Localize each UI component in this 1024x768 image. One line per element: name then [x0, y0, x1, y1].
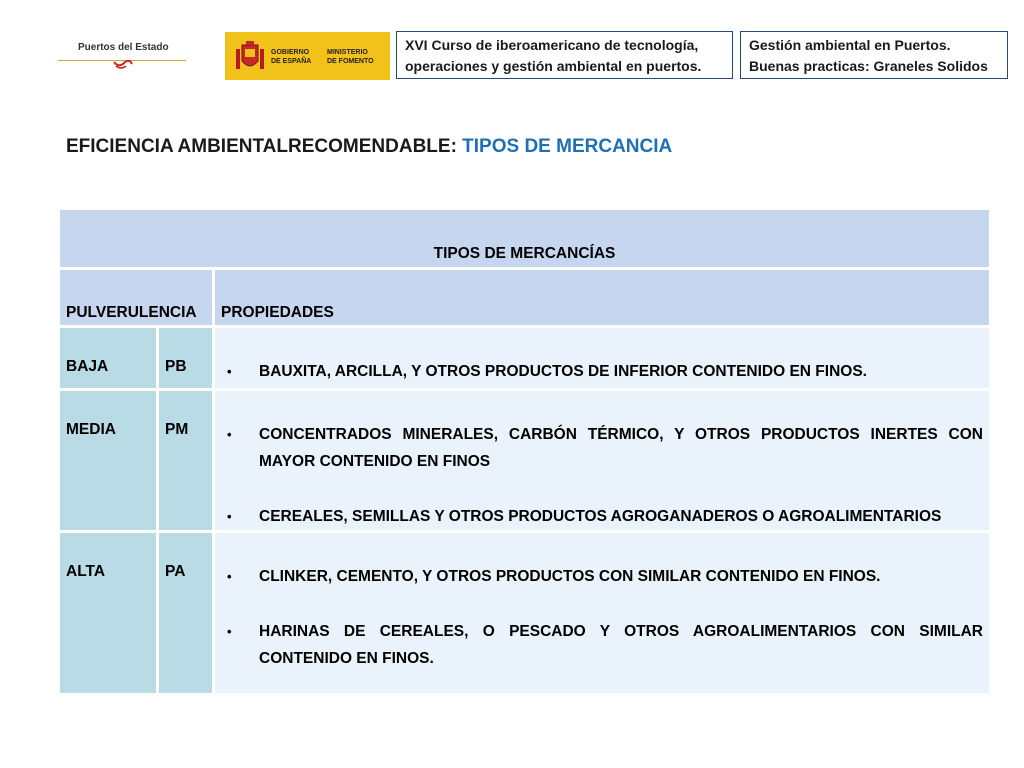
table-row — [60, 533, 989, 693]
code-cell: PB — [159, 328, 212, 388]
coat-of-arms-icon — [233, 39, 267, 73]
level-cell: MEDIA — [60, 391, 156, 530]
table-header: TIPOS DE MERCANCÍAS — [60, 210, 989, 267]
bullet-icon: • — [227, 509, 232, 524]
table-row — [60, 391, 989, 530]
course-title-line2: operaciones y gestión ambiental en puertos. — [405, 58, 702, 74]
gov-logo-text-right: MINISTERIO DE FOMENTO — [327, 49, 374, 65]
list-item: • CONCENTRADOS MINERALES, CARBÓN TÉRMICO, Y OTROS PRODUCTOS INERTES CON MAYOR CONTENIDO EN FINOS — [221, 421, 983, 475]
topic-title-line1: Gestión ambiental en Puertos. — [749, 37, 951, 53]
code-cell: PM — [159, 391, 212, 530]
table-row — [60, 328, 989, 388]
column-header-propiedades: PROPIEDADES — [215, 270, 989, 325]
topic-title-box — [740, 31, 1008, 79]
list-item: • HARINAS DE CEREALES, O PESCADO Y OTROS AGROALIMENTARIOS CON SIMILAR CONTENIDO EN FINOS. — [221, 618, 983, 672]
code-cell: PA — [159, 533, 212, 693]
list-item: • CEREALES, SEMILLAS Y OTROS PRODUCTOS AGROGANADEROS O AGROALIMENTARIOS — [221, 503, 983, 530]
bullet-icon: • — [227, 569, 232, 584]
properties-cell — [215, 533, 989, 693]
level-cell: BAJA — [60, 328, 156, 388]
gov-logo-text-left: GOBIERNO DE ESPAÑA — [271, 49, 312, 65]
bullet-icon: • — [227, 427, 232, 442]
bullet-icon: • — [227, 364, 232, 379]
page-title-accent: TIPOS DE MERCANCIA — [462, 136, 673, 157]
list-item: • CLINKER, CEMENTO, Y OTROS PRODUCTOS CON SIMILAR CONTENIDO EN FINOS. — [221, 563, 983, 590]
page-title — [66, 136, 672, 158]
course-title-box — [396, 31, 733, 79]
column-header-pulverulencia: PULVERULENCIA — [60, 270, 212, 325]
bullet-icon: • — [227, 624, 232, 639]
logo-text: Puertos del Estado — [78, 42, 169, 53]
puertos-del-estado-logo — [58, 36, 186, 70]
list-item: • BAUXITA, ARCILLA, Y OTROS PRODUCTOS DE INFERIOR CONTENIDO EN FINOS. — [221, 358, 983, 385]
course-title-line1: XVI Curso de iberoamericano de tecnología, — [405, 37, 699, 53]
page-title-main: EFICIENCIA AMBIENTALRECOMENDABLE: — [66, 136, 463, 157]
properties-cell — [215, 391, 989, 530]
level-cell: ALTA — [60, 533, 156, 693]
gobierno-espana-logo — [225, 32, 390, 80]
properties-cell — [215, 328, 989, 388]
merchandise-types-table — [57, 207, 992, 696]
topic-title-line2: Buenas practicas: Graneles Solidos — [749, 58, 988, 74]
wave-logo-icon — [112, 60, 134, 70]
